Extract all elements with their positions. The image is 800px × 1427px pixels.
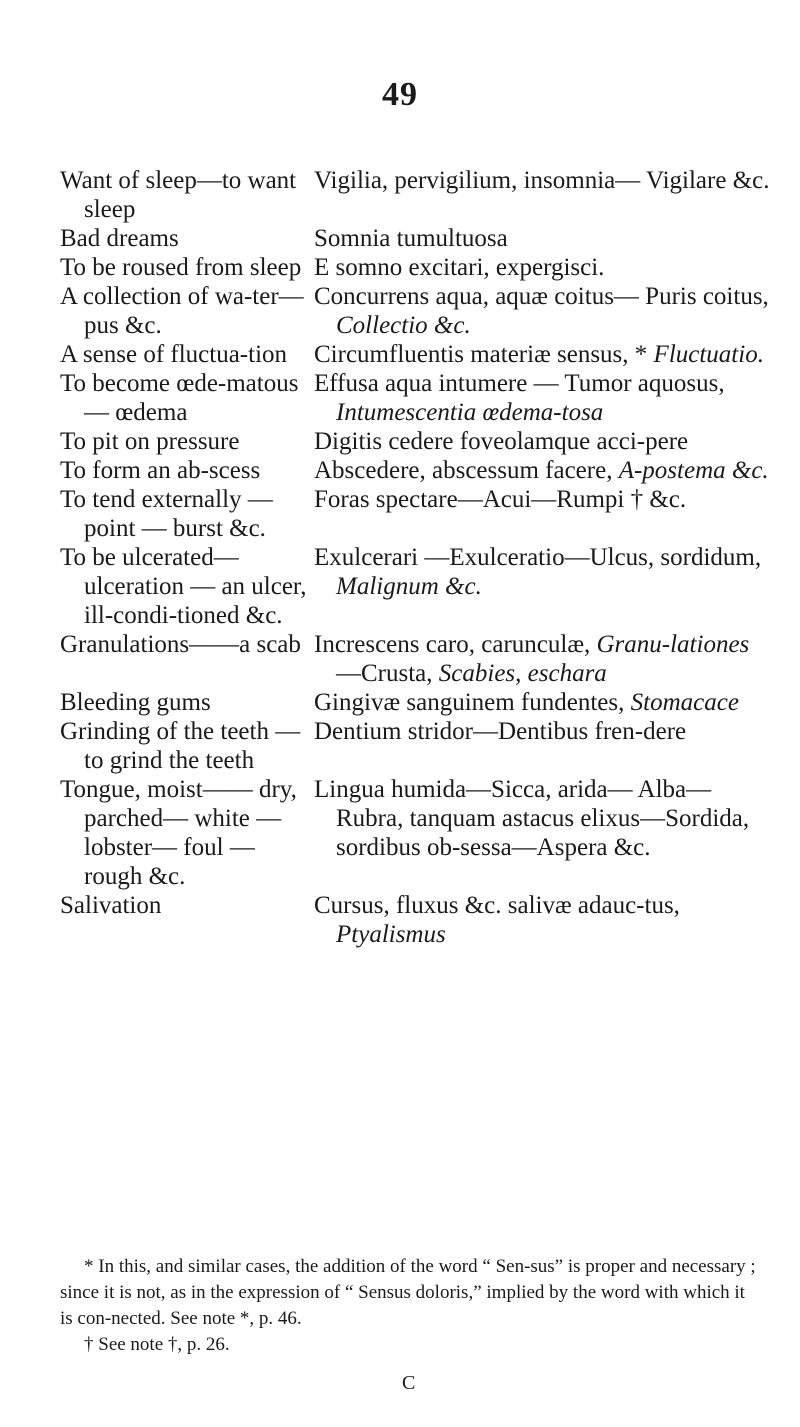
latin-term: Effusa aqua intumere — Tumor aquosus, Intumescentia œdema-tosa [314, 370, 725, 426]
latin-term: Foras spectare—Acui—Rumpi † &c. [314, 486, 687, 513]
english-term: Grinding of the teeth — to grind the teeth [60, 718, 301, 774]
glossary-entry [60, 369, 760, 427]
english-term: To pit on pressure [60, 428, 240, 455]
glossary-entry [60, 224, 760, 253]
latin-term: Concurrens aqua, aquæ coitus— Puris coitus, Collectio &c. [314, 283, 769, 339]
latin-term: Lingua humida—Sicca, arida— Alba—Rubra, tanquam astacus elixus—Sordida, sordibus ob-sessa—Aspera &c. [314, 776, 750, 861]
latin-term: Digitis cedere foveolamque acci-pere [314, 428, 689, 455]
footnote-1: * In this, and similar cases, the addition of the word “ Sen-sus” is proper and necessary ; since it is not, as in the expression of “ Sensus doloris,” implied by the word with which it is con-nected. See note *, p. 46. [60, 1256, 756, 1329]
english-term: Bleeding gums [60, 689, 211, 716]
latin-term: E somno excitari, expergisci. [314, 254, 605, 281]
english-term: A sense of fluctua-tion [60, 341, 288, 368]
glossary-entry [60, 775, 760, 891]
english-term: To be roused from sleep [60, 254, 302, 281]
latin-term: Circumfluentis materiæ sensus, * Fluctuatio. [314, 341, 764, 368]
latin-term: Gingivæ sanguinem fundentes, Stomacace [314, 689, 739, 716]
latin-term: Exulcerari —Exulceratio—Ulcus, sordidum, Malignum &c. [314, 544, 762, 600]
english-term: To be ulcerated— ulceration — an ulcer, ill-condi-tioned &c. [60, 544, 307, 629]
english-term: To form an ab-scess [60, 457, 261, 484]
glossary-entry [60, 427, 760, 456]
glossary-entry [60, 253, 760, 282]
latin-term: Somnia tumultuosa [314, 225, 508, 252]
english-term: A collection of wa-ter—pus &c. [60, 283, 304, 339]
english-term: Salivation [60, 892, 162, 919]
latin-term: Dentium stridor—Dentibus fren-dere [314, 718, 687, 745]
english-term: Bad dreams [60, 225, 179, 252]
signature-mark: C [402, 1372, 417, 1394]
latin-term: Abscedere, abscessum facere, A-postema &c. [314, 457, 769, 484]
glossary-entry [60, 166, 770, 224]
english-term: Tongue, moist—— dry, parched— white —lobster— foul —rough &c. [60, 776, 297, 890]
glossary-entry [60, 282, 769, 340]
glossary-entry [60, 543, 760, 630]
english-term: Granulations——a scab [60, 631, 301, 658]
glossary-entry [60, 717, 760, 775]
latin-term: Increscens caro, carunculæ, Granu-lationes—Crusta, Scabies, eschara [314, 631, 750, 687]
glossary-entry [60, 340, 764, 369]
english-term: To become œde-matous — œdema [60, 370, 299, 426]
glossary-entry [60, 485, 760, 543]
latin-term: Cursus, fluxus &c. salivæ adauc-tus, Ptyalismus [314, 892, 680, 948]
glossary-entry [60, 688, 760, 717]
latin-term: Vigilia, pervigilium, insomnia— Vigilare &c. [314, 167, 770, 194]
english-term: To tend externally — point — burst &c. [60, 486, 273, 542]
glossary-entry [60, 456, 769, 485]
footnotes [60, 1254, 760, 1358]
page-number: 49 [382, 76, 418, 113]
english-term: Want of sleep—to want sleep [60, 167, 297, 223]
glossary-entries [60, 166, 770, 949]
footnote-2: † See note †, p. 26. [84, 1334, 230, 1355]
glossary-entry [60, 891, 760, 949]
glossary-entry [60, 630, 760, 688]
